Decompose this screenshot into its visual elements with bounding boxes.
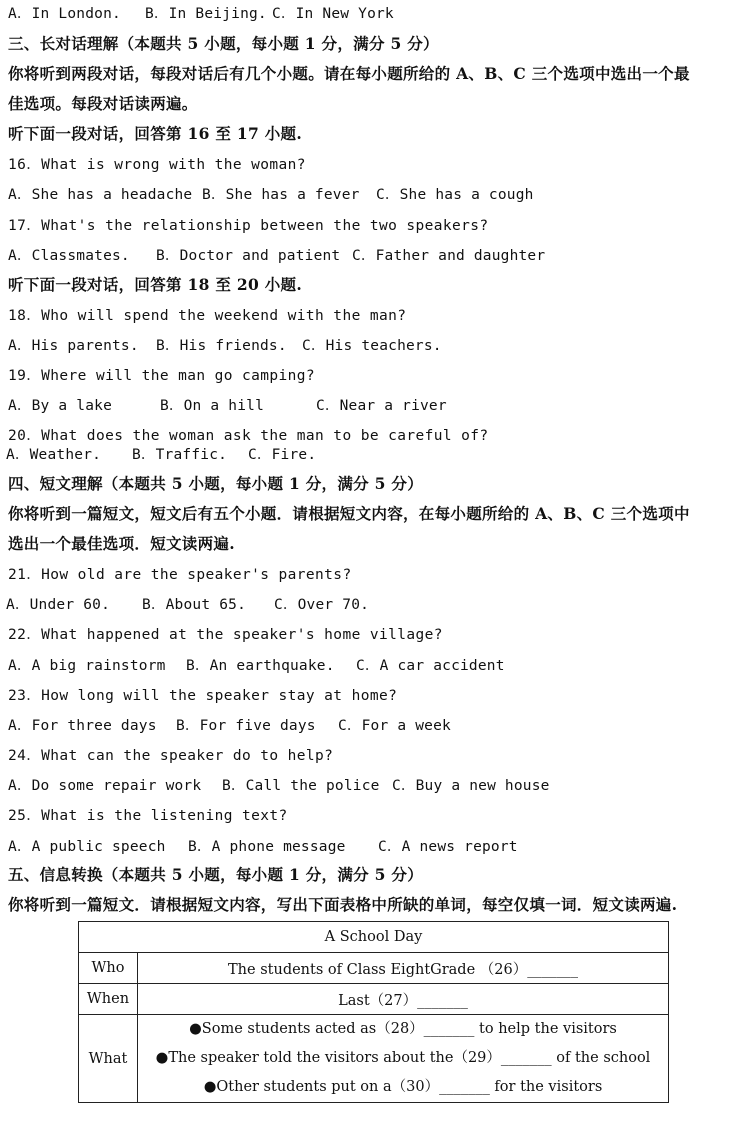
q18-option-c: C．His teachers.: [302, 338, 442, 354]
table-title-row: [79, 922, 669, 953]
section-4-instruction-cont: 选出一个最佳选项．短文读两遍.: [8, 534, 235, 553]
q17-option-a: A．Classmates.: [8, 248, 130, 264]
q22-option-a: A．A big rainstorm: [8, 658, 166, 674]
q16-option-b: B．She has a fever: [202, 187, 360, 203]
section-4-title: 四、短文理解（本题共 5 小题，每小题 1 分，满分 5 分）: [8, 474, 424, 493]
q18-option-a: A．His parents.: [8, 338, 139, 354]
question-22: 22．What happened at the speaker's home village?: [8, 627, 443, 643]
section-3-instruction: 你将听到两段对话，每段对话后有几个小题。请在每小题所给的 A、B、C 三个选项中选出一个最: [8, 64, 690, 83]
table-row: [79, 984, 669, 1015]
q23-option-c: C．For a week: [338, 718, 451, 734]
section-3-instruction-cont: 佳选项。每段对话读两遍。: [8, 94, 198, 113]
q25-option-a: A．A public speech: [8, 839, 166, 855]
who-label: Who: [79, 953, 138, 984]
info-table: [78, 921, 669, 1103]
q24-option-a: A．Do some repair work: [8, 778, 202, 794]
table-title: A School Day: [79, 922, 669, 953]
section-3-title: 三、长对话理解（本题共 5 小题，每小题 1 分，满分 5 分）: [8, 34, 439, 53]
question-19: 19．Where will the man go camping?: [8, 368, 316, 384]
q24-option-c: C．Buy a new house: [392, 778, 550, 794]
q21-option-c: C．Over 70.: [274, 597, 370, 613]
q22-option-c: C．A car accident: [356, 658, 505, 674]
when-value: Last（27）_______: [138, 984, 669, 1015]
q19-option-c: C．Near a river: [316, 398, 447, 414]
option-c: C．In New York: [272, 6, 394, 22]
q16-option-c: C．She has a cough: [376, 187, 534, 203]
q21-option-a: A．Under 60.: [6, 597, 110, 613]
option-a: A．In London.: [8, 6, 121, 22]
dialogue-2-intro: 听下面一段对话，回答第 18 至 20 小题.: [8, 275, 303, 294]
what-item-28: ●Some students acted as（28）_______ to help the visitors: [189, 1021, 617, 1037]
q21-option-b: B．About 65.: [142, 597, 246, 613]
q20-option-b: B．Traffic.: [132, 447, 228, 463]
table-row: [79, 953, 669, 984]
q17-option-c: C．Father and daughter: [352, 248, 546, 264]
q17-option-b: B．Doctor and patient: [156, 248, 341, 264]
q25-option-c: C．A news report: [378, 839, 518, 855]
q19-option-b: B．On a hill: [160, 398, 264, 414]
section-5-instruction: 你将听到一篇短文．请根据短文内容，写出下面表格中所缺的单词，每空仅填一词．短文读两遍.: [8, 895, 678, 914]
q20-option-a: A．Weather.: [6, 447, 102, 463]
question-17: 17．What's the relationship between the two speakers?: [8, 218, 489, 234]
question-18: 18．Who will spend the weekend with the man?: [8, 308, 407, 324]
section-4-instruction: 你将听到一篇短文，短文后有五个小题．请根据短文内容，在每小题所给的 A、B、C 三个选项中: [8, 504, 690, 523]
what-item-30: ●Other students put on a（30）_______ for the visitors: [203, 1079, 603, 1095]
question-20: 20．What does the woman ask the man to be careful of?: [8, 428, 489, 444]
q19-option-a: A．By a lake: [8, 398, 112, 414]
q18-option-b: B．His friends.: [156, 338, 287, 354]
table-row: [79, 1015, 669, 1103]
dialogue-1-intro: 听下面一段对话，回答第 16 至 17 小题.: [8, 124, 303, 143]
question-16: 16．What is wrong with the woman?: [8, 157, 306, 173]
q20-option-c: C．Fire.: [248, 447, 317, 463]
section-5-title: 五、信息转换（本题共 5 小题，每小题 1 分，满分 5 分）: [8, 865, 424, 884]
what-cell: [138, 1015, 669, 1103]
question-21: 21．How old are the speaker's parents?: [8, 567, 352, 583]
q23-option-a: A．For three days: [8, 718, 157, 734]
q25-option-b: B．A phone message: [188, 839, 346, 855]
q16-option-a: A．She has a headache: [8, 187, 193, 203]
when-label: When: [79, 984, 138, 1015]
q24-option-b: B．Call the police: [222, 778, 380, 794]
question-23: 23．How long will the speaker stay at home?: [8, 688, 398, 704]
q22-option-b: B．An earthquake.: [186, 658, 335, 674]
question-25: 25．What is the listening text?: [8, 808, 288, 824]
who-value: The students of Class EightGrade （26）_______: [138, 953, 669, 984]
option-b: B．In Beijing.: [145, 6, 267, 22]
q23-option-b: B．For five days: [176, 718, 316, 734]
what-label: What: [79, 1015, 138, 1103]
question-24: 24．What can the speaker do to help?: [8, 748, 334, 764]
what-item-29: ●The speaker told the visitors about the（29）_______ of the school: [155, 1050, 651, 1066]
